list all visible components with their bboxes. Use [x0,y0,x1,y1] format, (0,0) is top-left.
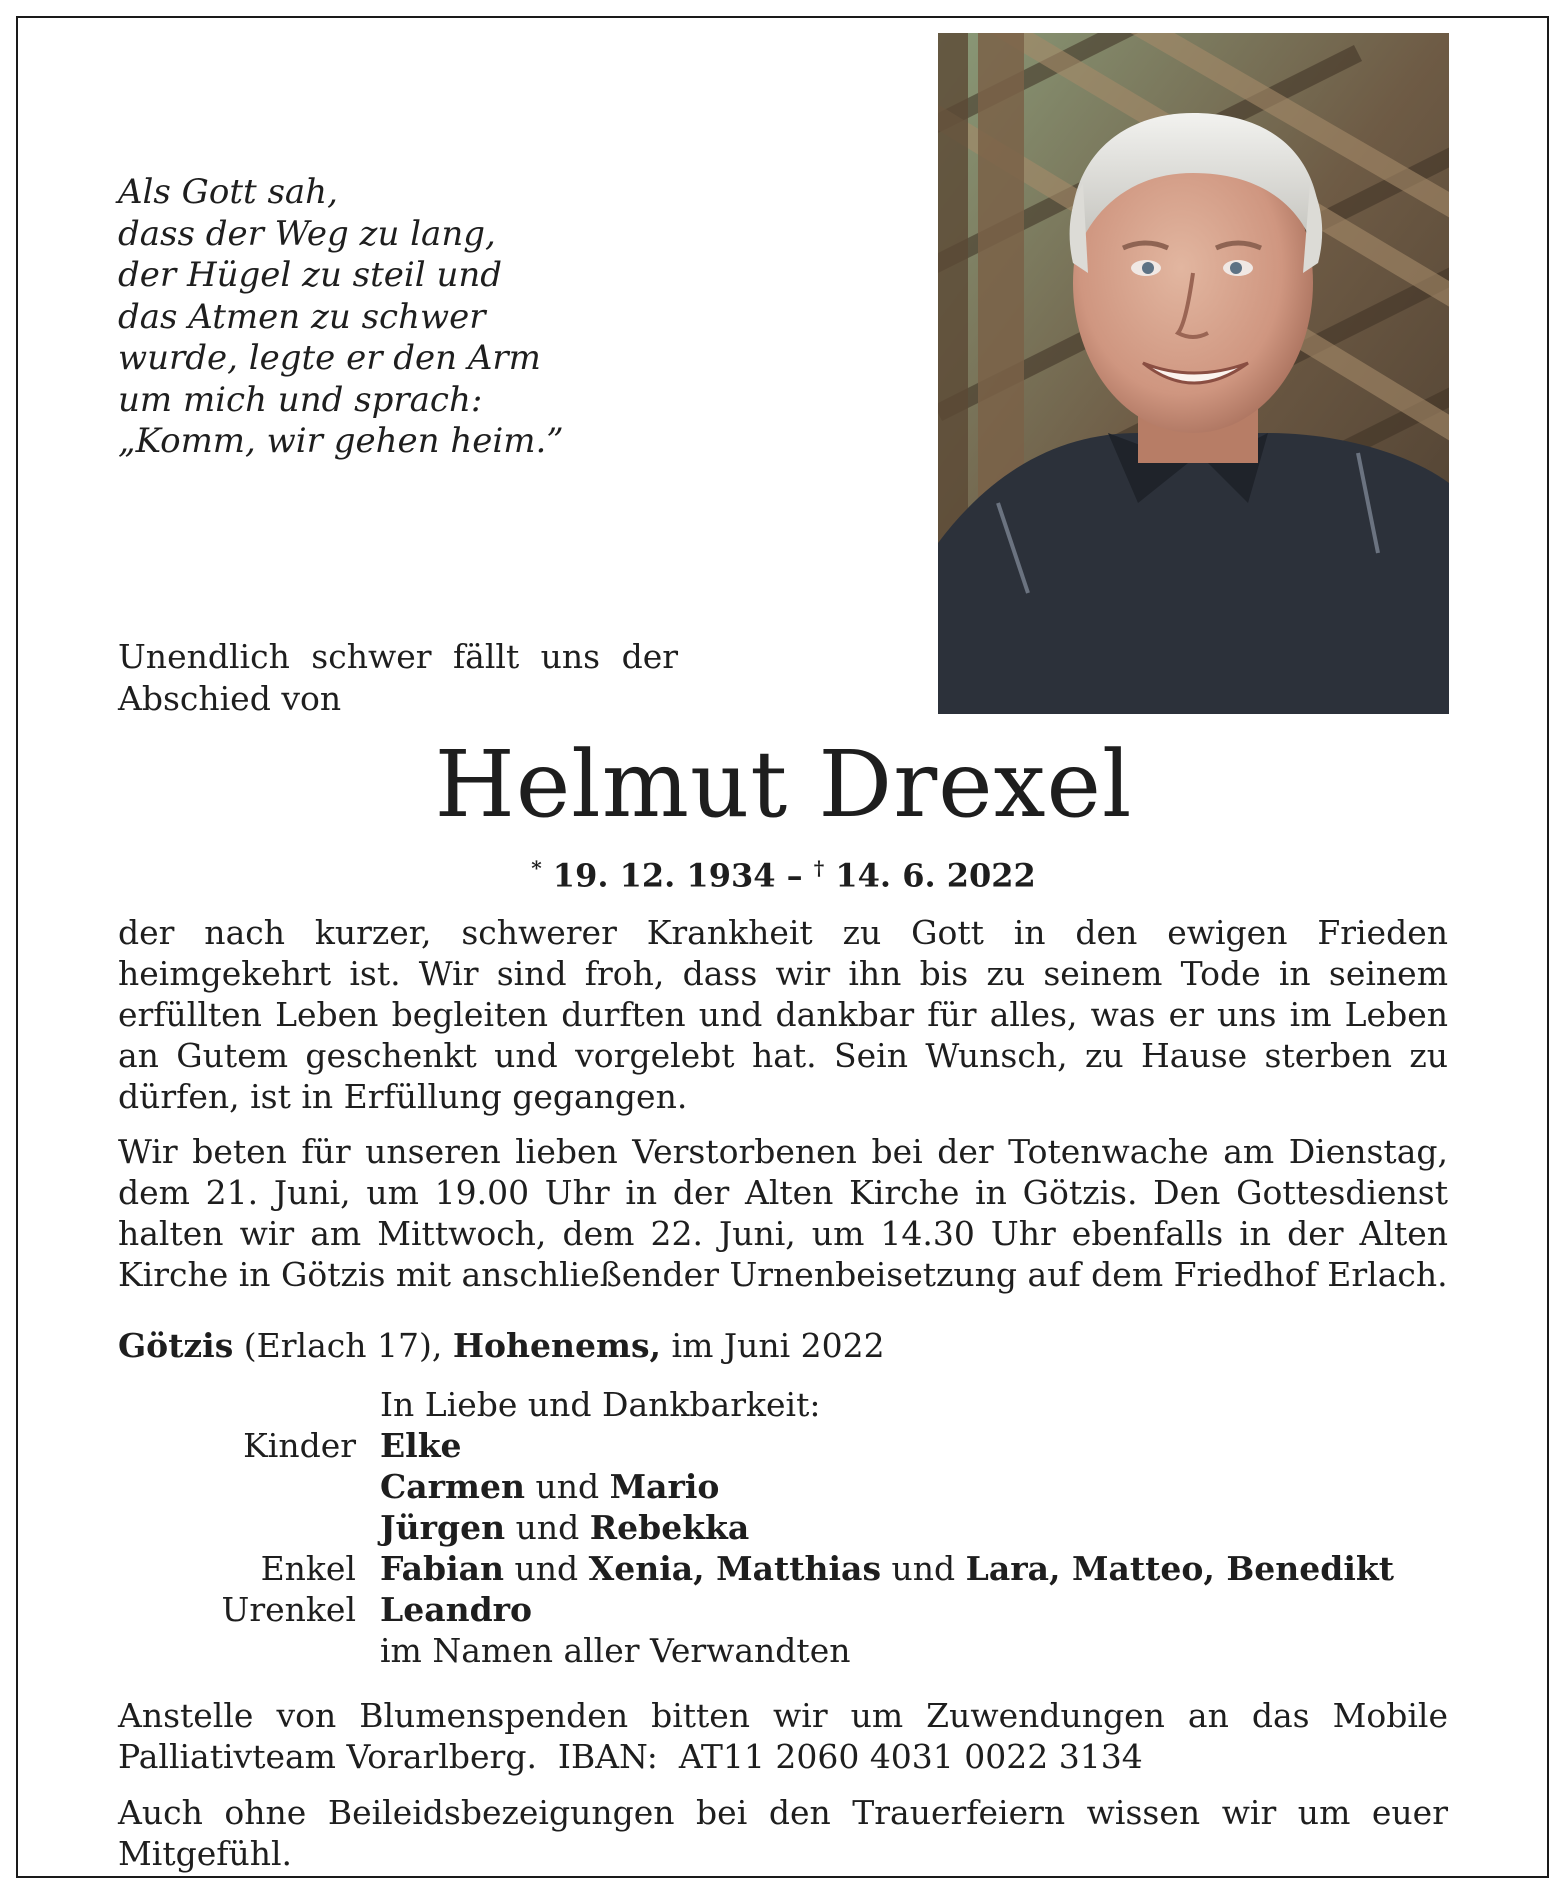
und-word: und [891,1549,956,1588]
intro-text [118,636,678,720]
family-intro: In Liebe und Dankbarkeit: [380,1385,821,1424]
grandchild-name: Xenia, Matthias [588,1549,882,1588]
poem-line: dass der Weg zu lang, [118,213,496,254]
portrait-photo [938,33,1449,714]
town-hohenems: Hohenems, [452,1326,662,1365]
grandchild-name: Fabian [380,1549,504,1588]
poem [118,172,564,463]
intro-line: Abschied von [118,679,342,718]
death-date: 14. 6. 2022 [835,856,1036,895]
paragraph-condolence [118,1792,1448,1874]
poem-line: der Hügel zu steil und [118,255,503,295]
poem-line: um mich und sprach: [118,379,483,420]
label-urenkel: Urenkel [221,1590,356,1629]
birth-date: 19. 12. 1934 [552,856,776,895]
life-dates [0,848,1567,896]
deceased-name: Helmut Drexel [434,731,1133,838]
address: (Erlach 17), [243,1326,443,1365]
paragraph-passing: der nach kurzer, schwerer Krankheit zu Gott in den ewigen Frieden heimgekehrt ist. Wir sind froh, dass wir ihn bis zu seinem Tode in seinem erfüllten Leben begleiten durften und dankbar für alles, was er uns im Leben an Gutem geschenkt und vorgelebt hat. Sein Wunsch, zu Hause sterben zu dürfen, ist in Erfüllung gegangen. [118,913,1448,1116]
grandchild-name: Lara, Matteo, Benedikt [965,1549,1394,1588]
label-kinder: Kinder [243,1426,356,1465]
death-symbol: † [813,856,825,880]
intro-line: Unendlich schwer fällt uns der [118,637,678,676]
und-word: und [535,1467,600,1506]
poem-line: das Atmen zu schwer [118,296,486,337]
poem-line: Als Gott sah, [118,172,338,212]
child-name: Elke [380,1426,462,1465]
condolence-line: Auch ohne Beileidsbezeigungen bei den Trauerfeiern wissen wir um euer [118,1793,1448,1832]
donation-line: Anstelle von Blumenspenden bitten wir um Zuwendungen an das Mobile [118,1696,1448,1735]
family-list [118,1384,1450,1671]
partner-name: Rebekka [589,1508,750,1547]
birth-symbol: * [531,856,542,880]
und-word: und [514,1549,579,1588]
month-year: im Juni 2022 [671,1326,885,1365]
poem-line: „Komm, wir gehen heim.” [118,421,564,461]
condolence-line: Mitgefühl. [118,1834,293,1873]
paragraph-service: Wir beten für unseren lieben Verstorbenen bei der Totenwache am Dienstag, dem 21. Juni, um 19.00 Uhr in der Alten Kirche in Götzis. Den Gottesdienst halten wir am Mittwoch, dem 22. Juni, um 14.30 Uhr ebenfalls in der Alten Kirche in Götzis mit anschließender Urnenbeisetzung auf dem Friedhof Erlach. [118,1132,1448,1294]
poem-line: wurde, legte er den Arm [118,338,541,378]
partner-name: Mario [609,1467,720,1506]
family-closing: im Namen aller Verwandten [380,1631,851,1670]
paragraph-donation [118,1695,1448,1777]
great-grandchild-name: Leandro [380,1590,533,1629]
town-goetzis: Götzis [118,1326,234,1365]
location-date [118,1325,885,1367]
portrait-illustration [938,33,1449,714]
und-word: und [515,1508,580,1547]
donation-line: Palliativteam Vorarlberg. IBAN: AT11 2060 4031 0022 3134 [118,1737,1143,1776]
child-name: Jürgen [380,1508,506,1547]
child-name: Carmen [380,1467,525,1506]
date-separator: – [786,856,803,895]
label-enkel: Enkel [260,1549,356,1588]
